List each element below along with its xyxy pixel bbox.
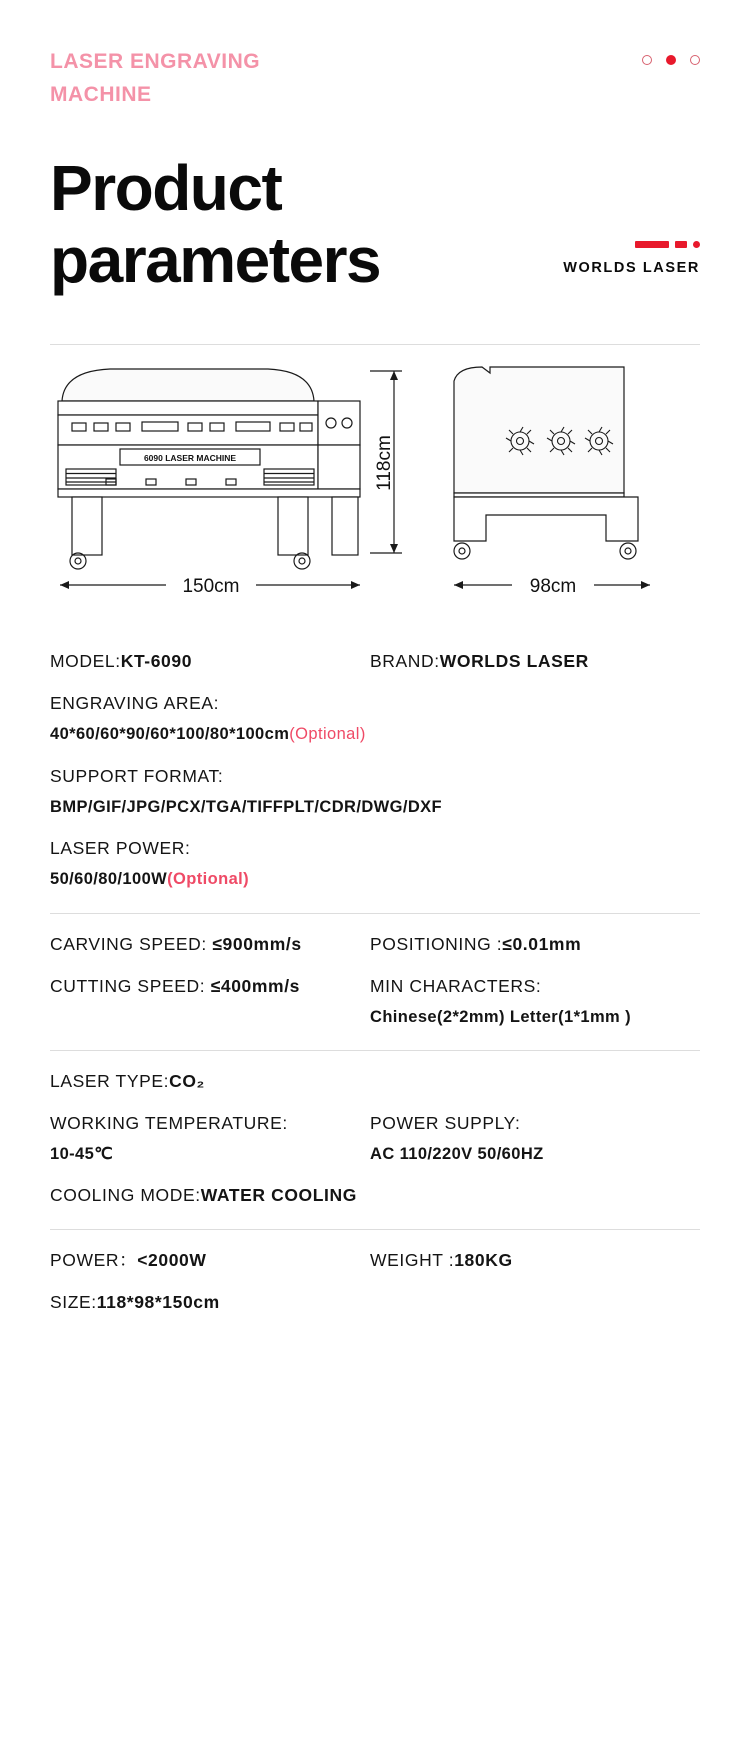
page-header [50, 0, 700, 111]
spec-working-temperature [50, 1109, 370, 1167]
machine-nameplate-label: 6090 LASER MACHINE [143, 453, 237, 464]
spec-cooling-mode [50, 1181, 700, 1209]
spec-support-format [50, 762, 700, 820]
spec-cooling-mode-value: WATER COOLING [200, 1185, 357, 1206]
spec-engraving-area [50, 689, 700, 747]
carousel-dots[interactable] [642, 46, 700, 65]
spec-min-characters-value: Chinese(2*2mm) Letter(1*1mm ) [370, 1007, 632, 1026]
spec-laser-type-value: CO₂ [169, 1071, 205, 1091]
spec-model [50, 647, 370, 675]
spec-min-characters-label: MIN CHARACTERS: [370, 975, 542, 996]
title-row [50, 153, 700, 296]
dimension-height-label: 118cm [374, 435, 395, 492]
spec-weight [370, 1246, 700, 1274]
spec-power-supply [370, 1109, 700, 1167]
spec-group-speed [50, 914, 700, 1050]
carousel-dot-2[interactable] [666, 55, 676, 65]
spec-power-value: <2000W [137, 1250, 207, 1271]
spec-working-temperature-value: 10-45℃ [50, 1145, 114, 1163]
spec-positioning [370, 930, 700, 958]
brand-name: WORLDS LASER [563, 260, 700, 277]
spec-row-temp-supply [50, 1109, 700, 1167]
spec-model-label: MODEL: [50, 651, 121, 672]
spec-carving-speed-label: CARVING SPEED: [50, 933, 207, 954]
brand-logo [563, 241, 700, 296]
spec-support-format-value: BMP/GIF/JPG/PCX/TGA/TIFFPLT/CDR/DWG/DXF [50, 797, 443, 816]
spec-engraving-area-value: 40*60/60*90/60*100/80*100cm [50, 725, 290, 744]
spec-brand-label: BRAND: [370, 651, 440, 672]
machine-diagram [50, 363, 700, 613]
page-title [50, 153, 380, 296]
spec-model-value: KT-6090 [120, 651, 193, 672]
carousel-dot-3[interactable] [690, 55, 700, 65]
spec-row-carving-positioning [50, 930, 700, 958]
page-title-line-2: parameters [50, 223, 381, 296]
spec-cutting-speed [50, 972, 370, 1030]
spec-group-operation [50, 1051, 700, 1229]
page-kicker: LASER ENGRAVING MACHINE [50, 50, 261, 106]
spec-cutting-speed-value: ≤400mm/s [210, 975, 301, 996]
spec-working-temperature-label: WORKING TEMPERATURE: [50, 1113, 288, 1133]
spec-engraving-area-label: ENGRAVING AREA: [50, 693, 220, 714]
header-divider [50, 344, 700, 345]
spec-laser-power-label: LASER POWER: [50, 838, 191, 859]
spec-row-power-weight [50, 1246, 700, 1274]
spec-laser-power-value: 50/60/80/100W [50, 870, 168, 889]
carousel-dot-1[interactable] [642, 55, 652, 65]
spec-power-supply-label: POWER SUPPLY: [370, 1113, 521, 1133]
spec-cutting-speed-label: CUTTING SPEED: [50, 975, 206, 996]
spec-positioning-value: ≤0.01mm [502, 933, 582, 954]
spec-size-value: 118*98*150cm [96, 1292, 220, 1313]
spec-power [50, 1246, 370, 1274]
spec-carving-speed-value: ≤900mm/s [212, 933, 302, 954]
spec-brand-value: WORLDS LASER [439, 651, 589, 672]
spec-power-supply-value: AC 110/220V 50/60HZ [370, 1145, 544, 1163]
spec-laser-power-optional: (Optional) [167, 870, 250, 889]
dimension-width-side-label: 98cm [529, 576, 577, 598]
dimension-width-front-label: 150cm [182, 576, 240, 598]
spec-power-label: POWER： [50, 1250, 138, 1271]
spec-carving-speed [50, 930, 370, 958]
spec-laser-type-label: LASER TYPE: [50, 1071, 170, 1091]
spec-positioning-label: POSITIONING : [370, 933, 503, 954]
spec-cooling-mode-label: COOLING MODE: [50, 1185, 201, 1206]
specifications [50, 631, 700, 1336]
machine-diagram-svg [50, 363, 700, 613]
spec-size-label: SIZE: [50, 1292, 97, 1313]
spec-min-characters [370, 972, 700, 1030]
spec-row-cutting-minchars [50, 972, 700, 1030]
spec-support-format-label: SUPPORT FORMAT: [50, 765, 224, 786]
spec-engraving-area-optional: (Optional) [289, 725, 366, 744]
spec-laser-type [50, 1067, 700, 1095]
spec-weight-label: WEIGHT : [370, 1250, 455, 1271]
spec-group-physical [50, 1230, 700, 1336]
spec-laser-power [50, 834, 700, 892]
brand-dashes-icon [563, 241, 700, 248]
spec-brand [370, 647, 700, 675]
page-title-line-1: Product [50, 152, 282, 225]
spec-group-general [50, 631, 700, 912]
spec-weight-value: 180KG [454, 1250, 513, 1271]
spec-size [50, 1288, 700, 1316]
spec-row-model-brand [50, 647, 700, 675]
